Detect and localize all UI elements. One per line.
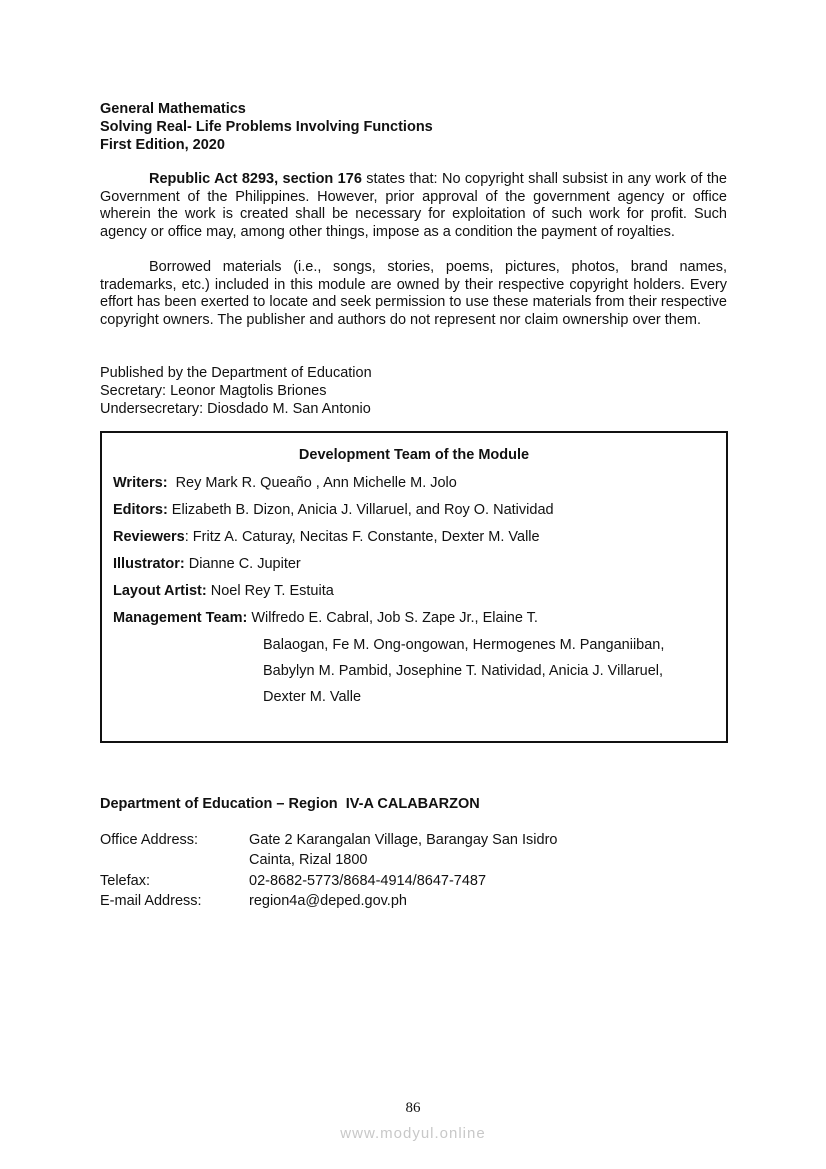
watermark: www.modyul.online bbox=[340, 1125, 486, 1142]
management-team-value-line2: Balaogan, Fe M. Ong-ongowan, Hermogenes M. Panganiiban, bbox=[263, 637, 665, 653]
telefax-value: 02-8682-5773/8684-4914/8647-7487 bbox=[249, 873, 487, 889]
development-team-box bbox=[100, 431, 728, 743]
email-label: E-mail Address: bbox=[100, 893, 202, 909]
reviewers-label: Reviewers bbox=[113, 529, 185, 545]
published-by: Published by the Department of Education bbox=[100, 365, 372, 381]
telefax-label: Telefax: bbox=[100, 873, 150, 889]
publisher-info bbox=[100, 364, 372, 418]
layout-artist-row bbox=[113, 583, 334, 599]
copyright-paragraph bbox=[100, 171, 727, 241]
illustrator-row bbox=[113, 556, 301, 572]
reviewers-value: : Fritz A. Caturay, Necitas F. Constante, Dexter M. Valle bbox=[184, 529, 540, 545]
office-address-line1: Gate 2 Karangalan Village, Barangay San Isidro bbox=[249, 832, 558, 848]
republic-act-reference: Republic Act 8293, section 176 bbox=[149, 171, 362, 187]
office-address-line2: Cainta, Rizal 1800 bbox=[249, 852, 368, 868]
layout-artist-label: Layout Artist: bbox=[113, 583, 207, 599]
page-number: 86 bbox=[405, 1100, 421, 1116]
illustrator-value: Dianne C. Jupiter bbox=[184, 556, 301, 572]
illustrator-label: Illustrator: bbox=[113, 556, 185, 572]
team-title: Development Team of the Module bbox=[298, 447, 530, 463]
office-address-label: Office Address: bbox=[100, 832, 199, 848]
reviewers-row bbox=[113, 529, 540, 545]
editors-value: Elizabeth B. Dizon, Anicia J. Villaruel, and Roy O. Natividad bbox=[167, 502, 554, 518]
layout-artist-value: Noel Rey T. Estuita bbox=[206, 583, 334, 599]
management-team-value-line3: Babylyn M. Pambid, Josephine T. Natividad, Anicia J. Villaruel, bbox=[263, 663, 664, 679]
management-team-value-line1: Wilfredo E. Cabral, Job S. Zape Jr., Elaine T. bbox=[247, 610, 538, 626]
writers-row bbox=[113, 475, 457, 491]
subject-title: General Mathematics bbox=[100, 101, 246, 117]
management-team-label: Management Team: bbox=[113, 610, 248, 626]
edition: First Edition, 2020 bbox=[100, 137, 225, 153]
email-value: region4a@deped.gov.ph bbox=[249, 893, 407, 909]
secretary: Secretary: Leonor Magtolis Briones bbox=[100, 383, 327, 399]
management-team-value-line4: Dexter M. Valle bbox=[263, 689, 362, 705]
writers-value: Rey Mark R. Queaño , Ann Michelle M. Jolo bbox=[167, 475, 457, 491]
writers-label: Writers: bbox=[113, 475, 168, 491]
module-title: Solving Real- Life Problems Involving Functions bbox=[100, 119, 433, 135]
borrowed-materials-text: Borrowed materials (i.e., songs, stories, poems, pictures, photos, brand names, trademarks, etc.) included in this module are owned by their respective copyright holders. Every effort has been exerted to locate and seek permission to use these materials from their respective copyright owners. The publisher and authors do not represent nor claim ownership over them. bbox=[100, 259, 727, 328]
undersecretary: Undersecretary: Diosdado M. San Antonio bbox=[100, 401, 371, 417]
module-header bbox=[100, 100, 433, 154]
management-team-row bbox=[113, 610, 538, 626]
borrowed-materials-paragraph bbox=[100, 259, 727, 329]
editors-row bbox=[113, 502, 554, 518]
editors-label: Editors: bbox=[113, 502, 168, 518]
copyright-text: states that: No copyright shall subsist in any work of the Government of the Philippines. However, prior approval of the government agency or office wherein the work is created shall be necessary for exploitation of such work for profit. Such agency or office may, among other things, impose as a condition the payment of royalties. bbox=[100, 171, 727, 240]
region-title: Department of Education – Region IV-A CALABARZON bbox=[100, 796, 480, 812]
